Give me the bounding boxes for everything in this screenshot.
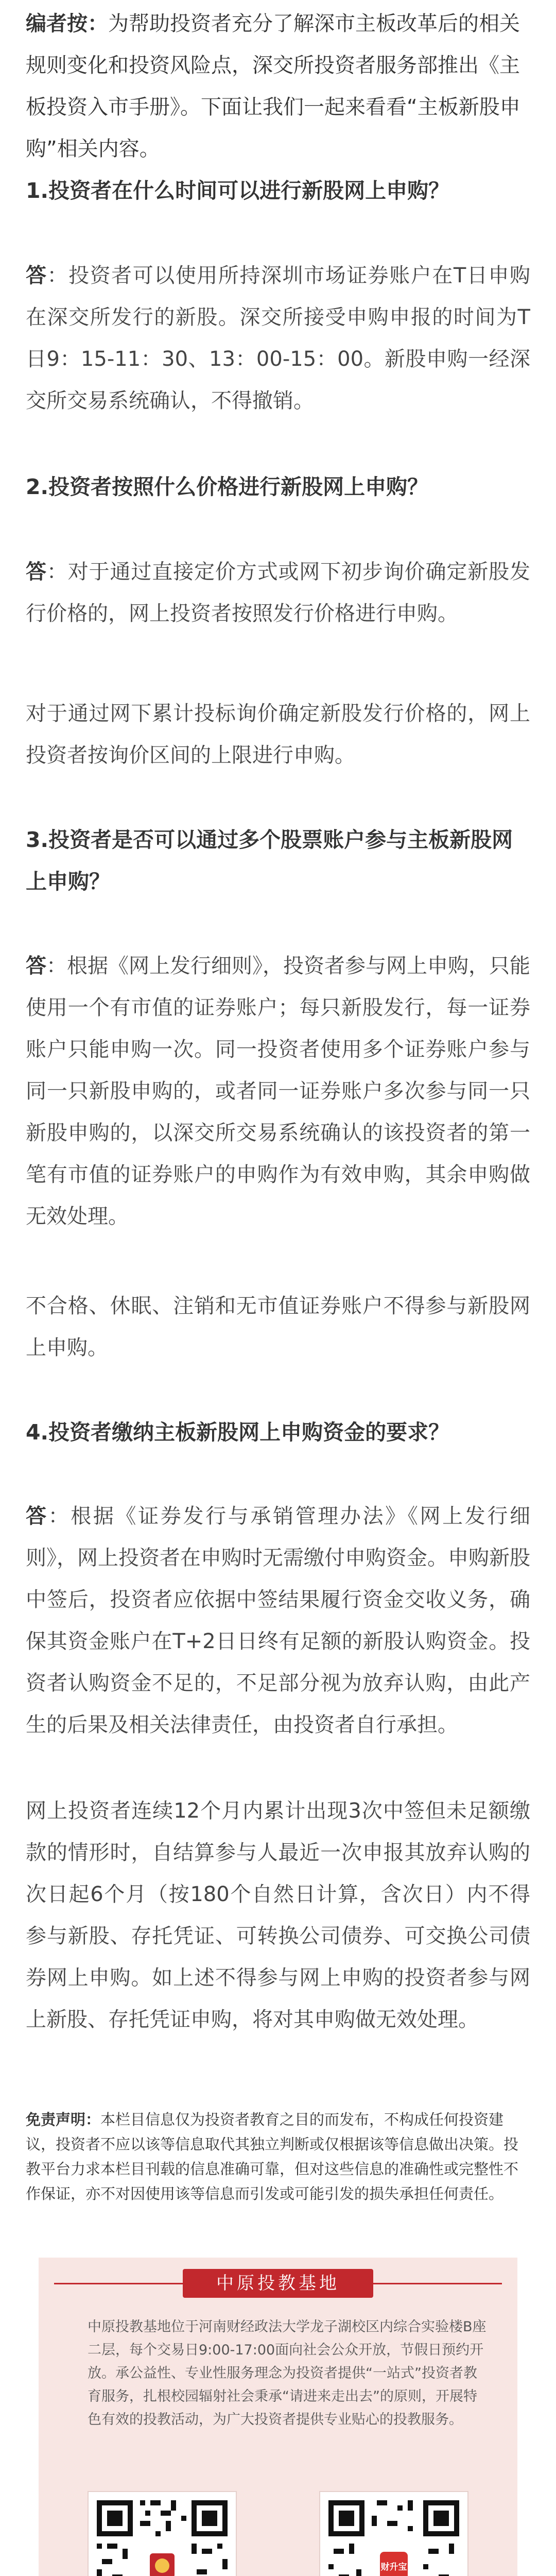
answer-3 [26,945,530,1238]
answer-text: ：根据《证券发行与承销管理办法》《网上发行细则》，网上投资者在申购时无需缴付申购资金。申购新股中签后，投资者应依据中签结果履行资金交收义务，确保其资金账户在T+2日日终有足额的新股认购资金。投资者认购资金不足的，不足部分视为放弃认购，由此产生的后果及相关法律责任，由投资者自行承担。 [26,1504,531,1737]
answer-lead: 答 [26,954,46,978]
answer-text: ：对于通过直接定价方式或网下初步询价确定新股发行价格的，网上投资者按照发行价格进行申购。 [26,560,531,625]
answer-2-paragraph-2: 对于通过网下累计投标询价确定新股发行价格的，网上投资者按询价区间的上限进行申购。 [26,702,530,767]
editor-note [26,3,530,170]
question-3: 3.投资者是否可以通过多个股票账户参与主板新股网上申购？ [26,827,513,894]
disclaimer-lead: 免责声明： [26,2111,101,2128]
answer-1 [26,255,530,422]
editor-note-lead: 编者按： [26,12,108,36]
qr-code-official-account [88,2491,237,2576]
answer-text: ：投资者可以使用所持深圳市场证券账户在T日申购在深交所发行的新股。深交所接受申购申报的时间为T日9：15-11：30、13：00-15：00。新股申购一经深交所交易系统确认，不得撤销。 [26,264,530,413]
title-divider-right [373,2283,502,2284]
answer-lead: 答 [26,560,47,584]
question-4: 4.投资者缴纳主板新股网上申购资金的要求？ [26,1420,450,1445]
card-title-bar [39,2269,517,2298]
answer-4 [26,1496,530,1746]
answer-2 [26,551,530,635]
question-2: 2.投资者按照什么价格进行新股网上申购？ [26,474,429,499]
qr-code-icon [89,2492,236,2576]
answer-lead: 答 [26,1504,48,1528]
investor-education-card [39,2258,517,2576]
answer-4-paragraph-2: 网上投资者连续12个月内累计出现3次中签但未足额缴款的情形时，自结算参与人最近一次申报其放弃认购的次日起6个月（按180个自然日计算，含次日）内不得参与新股、存托凭证、可转换公司债券、可交换公司债券网上申购。如上述不得参与网上申购的投资者参与网上新股、存托凭证申购，将对其申购做无效处理。 [26,1799,530,2031]
question-1: 1.投资者在什么时间可以进行新股网上申购？ [26,178,450,203]
card-description: 中原投教基地位于河南财经政法大学龙子湖校区内综合实验楼B座二层，每个交易日9:00-17:00面向社会公众开放，节假日预约开放。承公益性、专业性服务理念为投资者提供“一站式”投资者教育服务，扎根校园辐射社会秉承“请进来走出去”的原则，开展特色有效的投教活动，为广大投资者提供专业贴心的投教服务。 [88,2319,486,2428]
disclaimer [26,2107,530,2206]
answer-text: ：根据《网上发行细则》，投资者参与网上申购，只能使用一个有市值的证券账户；每只新股发行，每一证券账户只能申购一次。同一投资者使用多个证券账户参与同一只新股申购的，或者同一证券账户多次参与同一只新股申购的，以深交所交易系统确认的该投资者的第一笔有市值的证券账户的申购作为有效申购，其余申购做无效处理。 [26,954,530,1228]
answer-3-paragraph-2: 不合格、休眠、注销和无市值证券账户不得参与新股网上申购。 [26,1294,530,1360]
card-title: 中原投教基地 [183,2269,373,2298]
disclaimer-text: 本栏目信息仅为投资者教育之目的而发布，不构成任何投资建议，投资者不应以该等信息取代其独立判断或仅根据该等信息做出决策。投教平台力求本栏目刊载的信息准确可靠，但对这些信息的准确性或完整性不作保证，亦不对因使用该等信息而引发或可能引发的损失承担任何责任。 [26,2111,519,2202]
app-badge-text: 财升宝 [380,2562,407,2572]
editor-note-text: 为帮助投资者充分了解深市主板改革后的相关规则变化和投资风险点，深交所投资者服务部推出《主板投资入市手册》。下面让我们一起来看看“主板新股申购”相关内容。 [26,12,520,161]
qr-code-icon [320,2492,467,2576]
qr-code-app [319,2491,468,2576]
title-divider-left [54,2283,183,2284]
answer-lead: 答 [26,264,47,287]
